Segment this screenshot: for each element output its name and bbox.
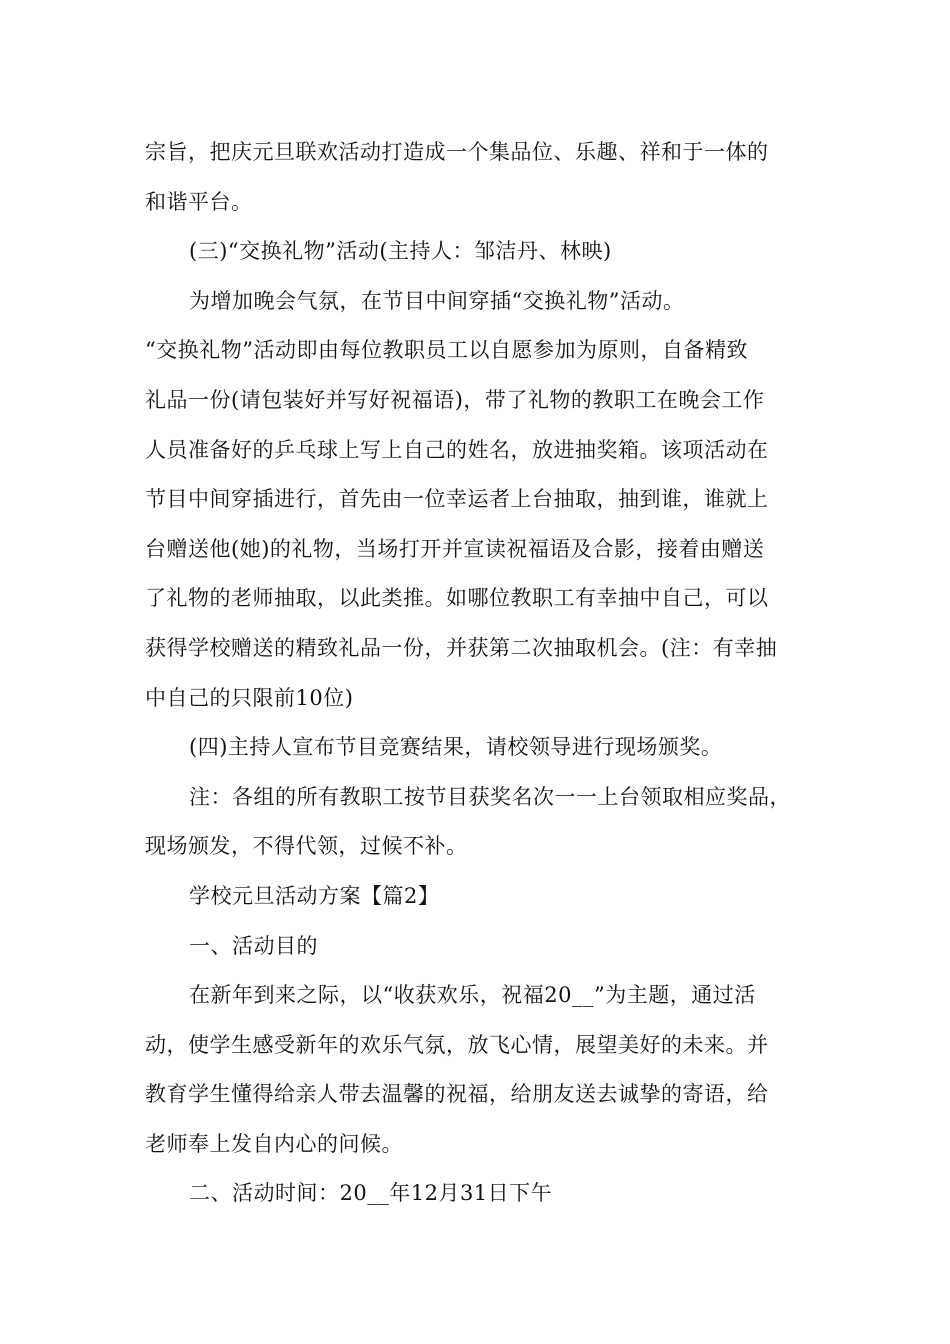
text-line: 在新年到来之际，以“收获欢乐，祝福20__”为主题，通过活: [189, 983, 756, 1008]
text-line: 了礼物的老师抽取，以此类推。如哪位教职工有幸抽中自己，可以: [145, 586, 769, 611]
document-body: [145, 128, 810, 1219]
text-line: (四)主持人宣布节目竞赛结果，请校领导进行现场颁奖。: [189, 735, 723, 760]
text-line: 宗旨，把庆元旦联欢活动打造成一个集品位、乐趣、祥和于一体的: [145, 140, 769, 164]
text-line: 礼品一份(请包装好并写好祝福语)，带了礼物的教职工在晚会工作: [145, 387, 765, 412]
text-line: 和谐平台。: [145, 189, 253, 214]
text-line: 动，使学生感受新年的欢乐气氛，放飞心情，展望美好的未来。并: [145, 1032, 769, 1057]
text-line: 中自己的只限前10位): [145, 685, 354, 710]
text-line: 台赠送他(她)的礼物，当场打开并宣读祝福语及合影，接着由赠送: [145, 536, 765, 561]
text-line: 老师奉上发自内心的问候。: [145, 1131, 403, 1156]
subsection-heading: 二、活动时间：20__年12月31日下午: [189, 1181, 553, 1206]
text-line: 注：各组的所有教职工按节目获奖名次一一上台领取相应奖品，: [189, 784, 791, 809]
text-line: 为增加晚会气氛，在节目中间穿插“交换礼物”活动。: [189, 288, 685, 313]
text-line: 人员准备好的乒乓球上写上自己的姓名，放进抽奖箱。该项活动在: [145, 437, 769, 462]
text-line: 现场颁发，不得代领，过候不补。: [145, 834, 468, 859]
text-line: 获得学校赠送的精致礼品一份，并获第二次抽取机会。(注：有幸抽: [145, 635, 778, 660]
section-heading: 学校元旦活动方案【篇2】: [189, 883, 440, 908]
text-line: “交换礼物”活动即由每位教职员工以自愿参加为原则，自备精致: [145, 338, 748, 363]
text-line: 教育学生懂得给亲人带去温馨的祝福，给朋友送去诚挚的寄语，给: [145, 1082, 769, 1107]
text-line: 节目中间穿插进行，首先由一位幸运者上台抽取，抽到谁，谁就上: [145, 487, 769, 512]
subsection-heading: 一、活动目的: [189, 933, 318, 958]
text-line: (三)“交换礼物”活动(主持人：邹洁丹、林映): [189, 239, 612, 264]
